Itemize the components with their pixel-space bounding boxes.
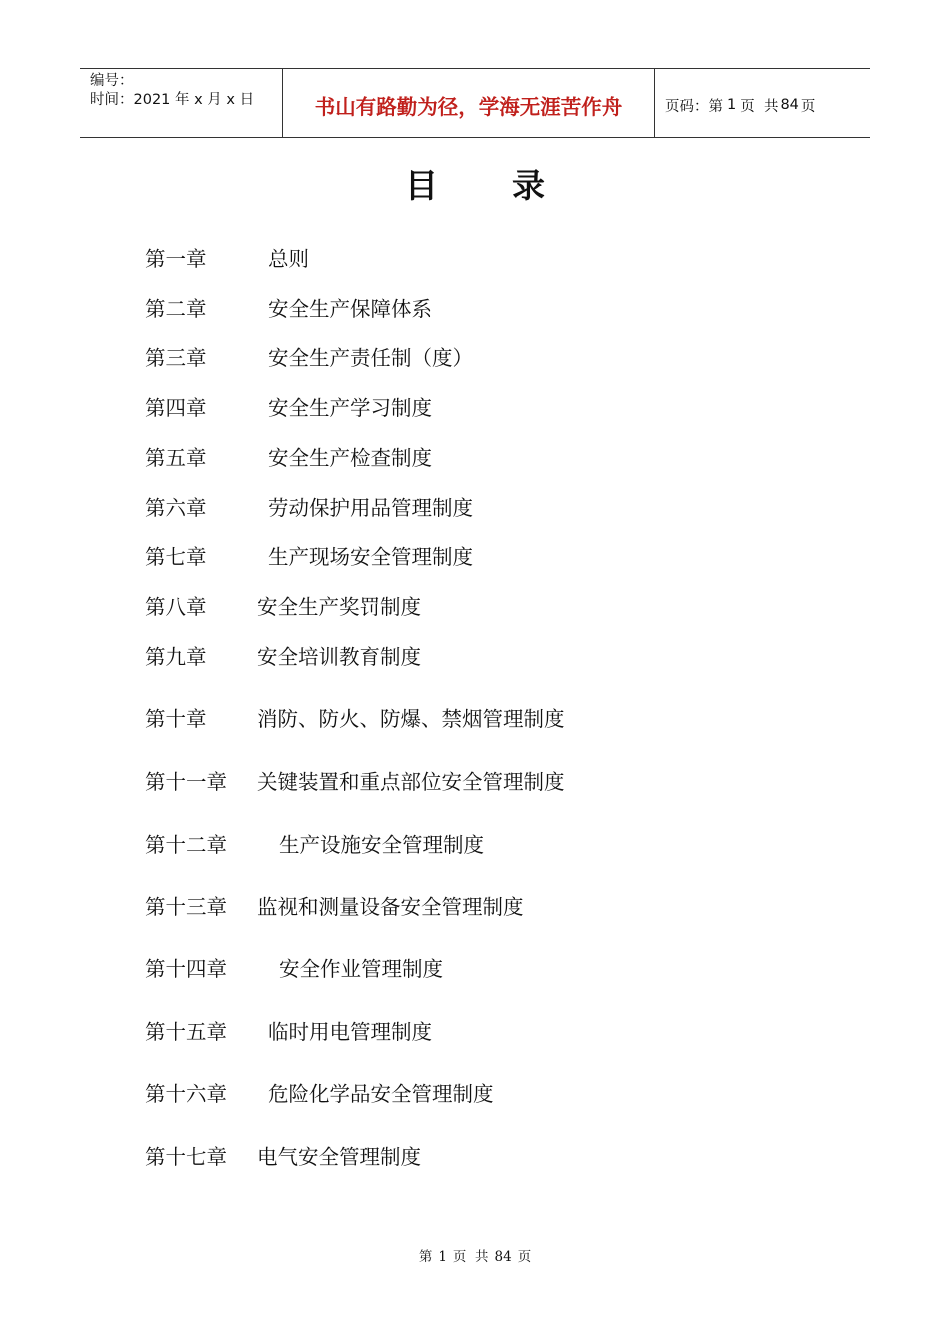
header-motto: 书山有路勤为径，学海无涯苦作舟 bbox=[282, 69, 655, 137]
toc-chapter-title: 安全生产学习制度 bbox=[268, 396, 432, 420]
title-char-left: 目 bbox=[405, 166, 438, 205]
footer-page-prefix: 第 bbox=[418, 1249, 433, 1265]
toc-chapter-number: 第九章 bbox=[145, 645, 207, 669]
toc-chapter-number: 第七章 bbox=[145, 545, 207, 569]
page-title bbox=[0, 160, 950, 207]
toc-chapter-number: 第六章 bbox=[145, 496, 207, 520]
toc-chapter-number: 第十七章 bbox=[145, 1145, 227, 1169]
toc-chapter-title: 安全生产检查制度 bbox=[268, 446, 432, 470]
page-footer bbox=[0, 1245, 950, 1265]
toc-chapter-title: 安全作业管理制度 bbox=[279, 957, 443, 981]
header-page-mid: 页 共 bbox=[740, 98, 779, 115]
toc-chapter-title: 危险化学品安全管理制度 bbox=[268, 1082, 494, 1106]
toc-chapter-number: 第五章 bbox=[145, 446, 207, 470]
toc-chapter-number: 第一章 bbox=[145, 247, 207, 271]
toc-chapter-title: 生产现场安全管理制度 bbox=[268, 545, 473, 569]
toc-chapter-title: 消防、防火、防爆、禁烟管理制度 bbox=[257, 707, 565, 731]
toc-chapter-title: 电气安全管理制度 bbox=[257, 1145, 421, 1169]
toc-chapter-title: 临时用电管理制度 bbox=[268, 1020, 432, 1044]
header-page-suffix: 页 bbox=[800, 98, 816, 115]
document-number-label: 编号： bbox=[90, 73, 134, 89]
toc-chapter-number: 第二章 bbox=[145, 297, 207, 321]
toc-chapter-title: 劳动保护用品管理制度 bbox=[268, 496, 473, 520]
toc-chapter-number: 第十四章 bbox=[145, 957, 227, 981]
header-page-current: 1 bbox=[727, 97, 737, 113]
header-page-total: 84 bbox=[780, 97, 799, 113]
toc-chapter-number: 第十六章 bbox=[145, 1082, 227, 1106]
header-page-info bbox=[655, 69, 870, 137]
header-meta-cell bbox=[80, 69, 282, 137]
toc-chapter-title: 关键装置和重点部位安全管理制度 bbox=[257, 770, 565, 794]
toc-chapter-title: 安全培训教育制度 bbox=[257, 645, 421, 669]
document-time-label: 时间：2021 年 x 月 x 日 bbox=[90, 92, 255, 108]
toc-chapter-title: 总则 bbox=[268, 247, 309, 271]
toc-chapter-number: 第十一章 bbox=[145, 770, 227, 794]
footer-page-suffix: 页 bbox=[517, 1249, 532, 1265]
footer-page-total: 84 bbox=[494, 1249, 512, 1265]
toc-chapter-number: 第三章 bbox=[145, 346, 207, 370]
toc-chapter-number: 第十章 bbox=[145, 707, 207, 731]
document-header bbox=[80, 68, 870, 138]
toc-chapter-title: 安全生产责任制（度） bbox=[268, 346, 473, 370]
footer-page-current: 1 bbox=[438, 1249, 447, 1265]
header-page-prefix: 页码：第 bbox=[665, 98, 723, 115]
toc-chapter-title: 安全生产保障体系 bbox=[268, 297, 432, 321]
title-char-right: 录 bbox=[512, 166, 545, 205]
toc-chapter-number: 第十五章 bbox=[145, 1020, 227, 1044]
toc-chapter-title: 安全生产奖罚制度 bbox=[257, 595, 421, 619]
toc-chapter-title: 监视和测量设备安全管理制度 bbox=[257, 895, 524, 919]
toc-chapter-number: 第十二章 bbox=[145, 833, 227, 857]
footer-page-mid: 页 共 bbox=[452, 1249, 489, 1265]
toc-chapter-title: 生产设施安全管理制度 bbox=[279, 833, 484, 857]
toc-chapter-number: 第十三章 bbox=[145, 895, 227, 919]
toc-chapter-number: 第四章 bbox=[145, 396, 207, 420]
toc-chapter-number: 第八章 bbox=[145, 595, 207, 619]
